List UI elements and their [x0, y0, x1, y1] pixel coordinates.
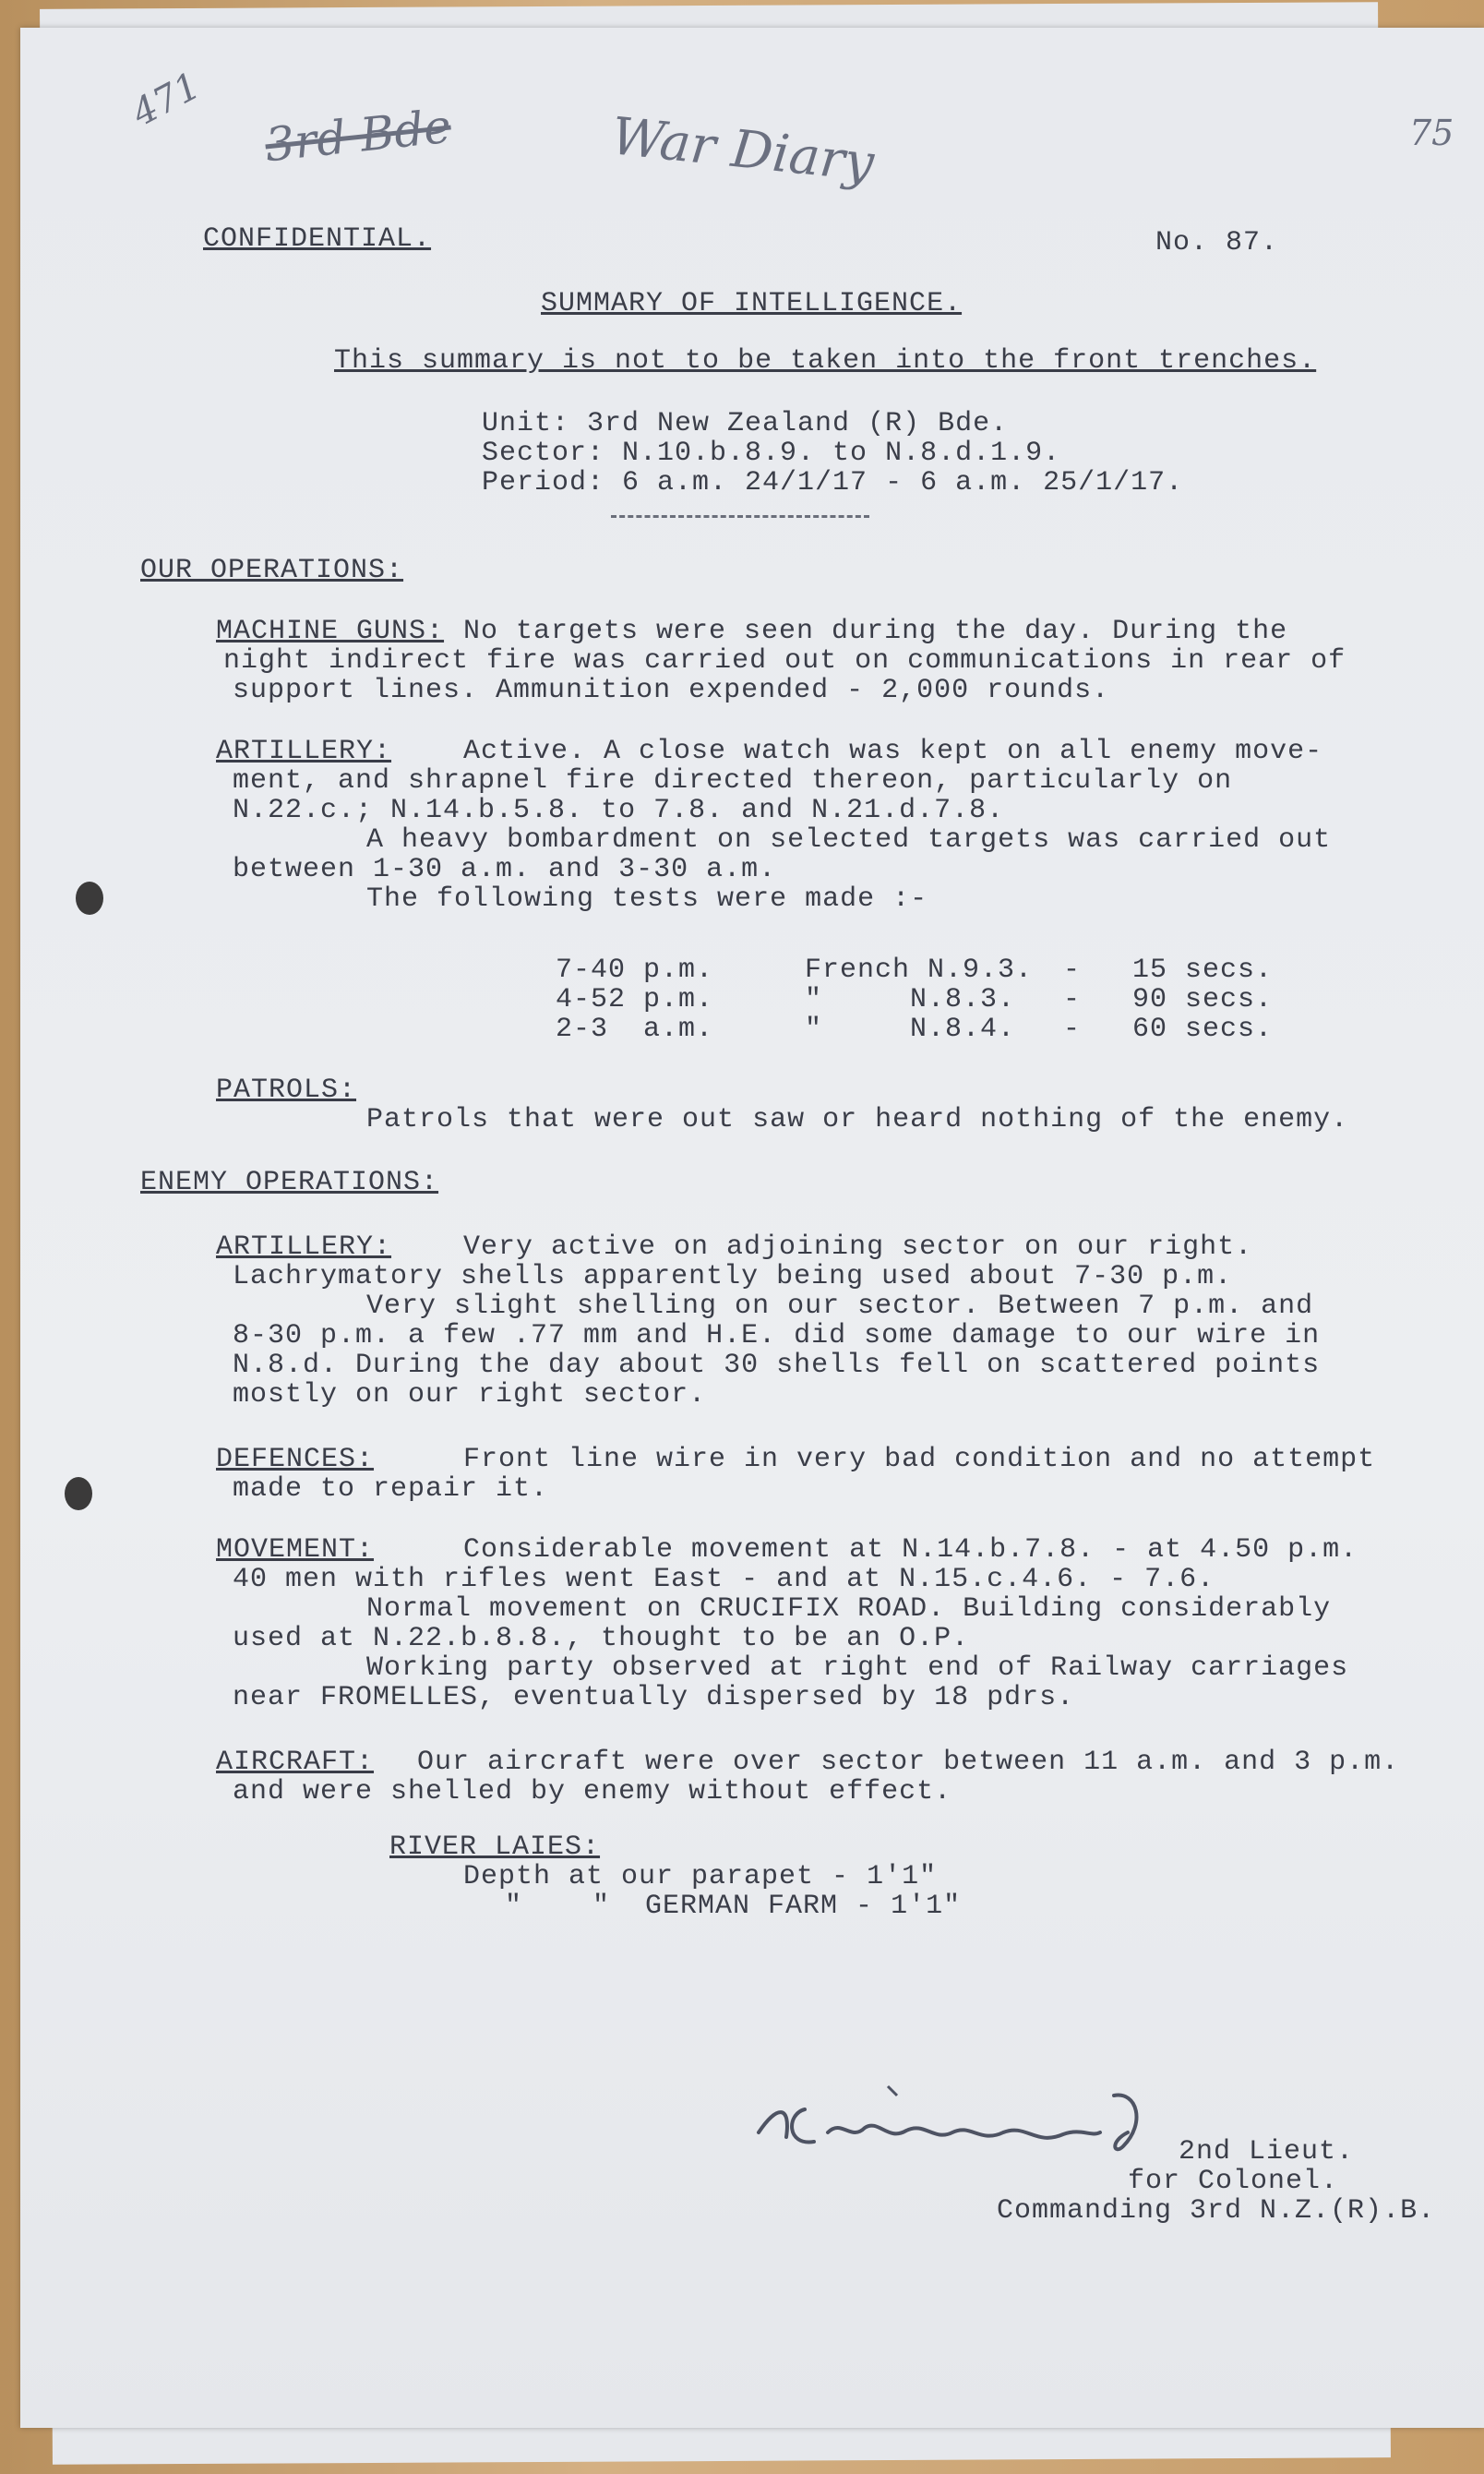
period-line: Period: 6 a.m. 24/1/17 - 6 a.m. 25/1/17. [482, 467, 1184, 498]
movement-line: near FROMELLES, eventually dispersed by 18 pdrs. [233, 1682, 1075, 1713]
river-depth-line: " " GERMAN FARM - 1'1" [505, 1891, 962, 1922]
enemy-artillery-line: N.8.d. During the day about 30 shells fell on scattered points [233, 1350, 1321, 1381]
test-dash: - [1063, 984, 1082, 1015]
page-number: 75 [1409, 113, 1454, 153]
test-time: 7-40 p.m. [556, 955, 714, 986]
section-heading-our-operations: OUR OPERATIONS: [140, 555, 404, 586]
our-artillery-line: between 1-30 a.m. and 3-30 a.m. [233, 854, 777, 885]
defences-line: made to repair it. [233, 1473, 549, 1505]
test-place: " N.8.3. [805, 984, 1016, 1015]
our-artillery-line: ment, and shrapnel fire directed thereon, particularly on [233, 765, 1233, 797]
test-time: 2-3 a.m. [556, 1014, 714, 1045]
sector-line: Sector: N.10.b.8.9. to N.8.d.1.9. [482, 438, 1061, 469]
test-dash: - [1063, 955, 1082, 986]
unit-line: Unit: 3rd New Zealand (R) Bde. [482, 408, 1009, 439]
machine-guns-line: No targets were seen during the day. During the [463, 616, 1288, 647]
our-artillery-line: A heavy bombardment on selected targets was carried out [366, 824, 1332, 856]
movement-line: Working party observed at right end of Railway carriages [366, 1652, 1349, 1684]
war-diary-note: War Diary [608, 106, 877, 194]
machine-guns-label: MACHINE GUNS: [216, 616, 445, 647]
movement-label: MOVEMENT: [216, 1534, 375, 1566]
our-artillery-line: The following tests were made :- [366, 883, 928, 915]
aircraft-label: AIRCRAFT: [216, 1747, 375, 1778]
enemy-artillery-line: Very active on adjoining sector on our right. [463, 1231, 1253, 1263]
patrols-label: PATROLS: [216, 1075, 357, 1106]
river-laies-label: RIVER LAIES: [389, 1831, 601, 1863]
document-number: No. 87. [1155, 227, 1279, 258]
struck-annotation: 3rd Bde [262, 99, 454, 173]
enemy-artillery-line: 8-30 p.m. a few .77 mm and H.E. did some damage to our wire in [233, 1320, 1321, 1351]
test-duration: 60 secs. [1132, 1014, 1274, 1045]
test-dash: - [1063, 1014, 1082, 1045]
document-title: SUMMARY OF INTELLIGENCE. [541, 288, 963, 319]
defences-label: DEFENCES: [216, 1444, 375, 1475]
classification: CONFIDENTIAL. [203, 223, 432, 255]
movement-line: Normal movement on CRUCIFIX ROAD. Building considerably [366, 1593, 1332, 1625]
movement-line: used at N.22.b.8.8., thought to be an O.P. [233, 1623, 970, 1654]
machine-guns-line: support lines. Ammunition expended - 2,000 rounds. [233, 675, 1110, 706]
punch-hole [76, 882, 103, 915]
enemy-artillery-line: Very slight shelling on our sector. Between 7 p.m. and [366, 1291, 1314, 1322]
test-duration: 15 secs. [1132, 955, 1274, 986]
enemy-artillery-line: Lachrymatory shells apparently being used about 7-30 p.m. [233, 1261, 1233, 1292]
warning-line: This summary is not to be taken into the front trenches. [334, 345, 1317, 377]
aircraft-line: and were shelled by enemy without effect. [233, 1776, 952, 1807]
document-page [20, 28, 1484, 2428]
section-heading-enemy-operations: ENEMY OPERATIONS: [140, 1167, 439, 1198]
header-divider [611, 515, 869, 518]
handwritten-signature [749, 2068, 1229, 2169]
machine-guns-line: night indirect fire was carried out on communications in rear of [223, 645, 1346, 677]
test-time: 4-52 p.m. [556, 984, 714, 1015]
patrols-line: Patrols that were out saw or heard nothing of the enemy. [366, 1104, 1349, 1135]
signature-for: for Colonel. [1128, 2166, 1339, 2197]
signature-rank: 2nd Lieut. [1179, 2136, 1355, 2168]
enemy-artillery-label: ARTILLERY: [216, 1231, 392, 1263]
movement-line: 40 men with rifles went East - and at N.15.c.4.6. - 7.6. [233, 1564, 1215, 1595]
test-duration: 90 secs. [1132, 984, 1274, 1015]
our-artillery-line: N.22.c.; N.14.b.5.8. to 7.8. and N.21.d.7.8. [233, 795, 1005, 826]
river-depth-line: Depth at our parapet - 1'1" [463, 1861, 938, 1892]
movement-line: Considerable movement at N.14.b.7.8. - at 4.50 p.m. [463, 1534, 1358, 1566]
signature-commanding: Commanding 3rd N.Z.(R).B. [997, 2195, 1436, 2227]
punch-hole [65, 1477, 92, 1510]
our-artillery-label: ARTILLERY: [216, 736, 392, 767]
enemy-artillery-line: mostly on our right sector. [233, 1379, 707, 1411]
folio-number: 471 [125, 64, 208, 136]
aircraft-line: Our aircraft were over sector between 11 a.m. and 3 p.m. [417, 1747, 1400, 1778]
test-place: " N.8.4. [805, 1014, 1016, 1045]
our-artillery-line: Active. A close watch was kept on all enemy move- [463, 736, 1323, 767]
defences-line: Front line wire in very bad condition and no attempt [463, 1444, 1376, 1475]
test-place: French N.9.3. [805, 955, 1034, 986]
